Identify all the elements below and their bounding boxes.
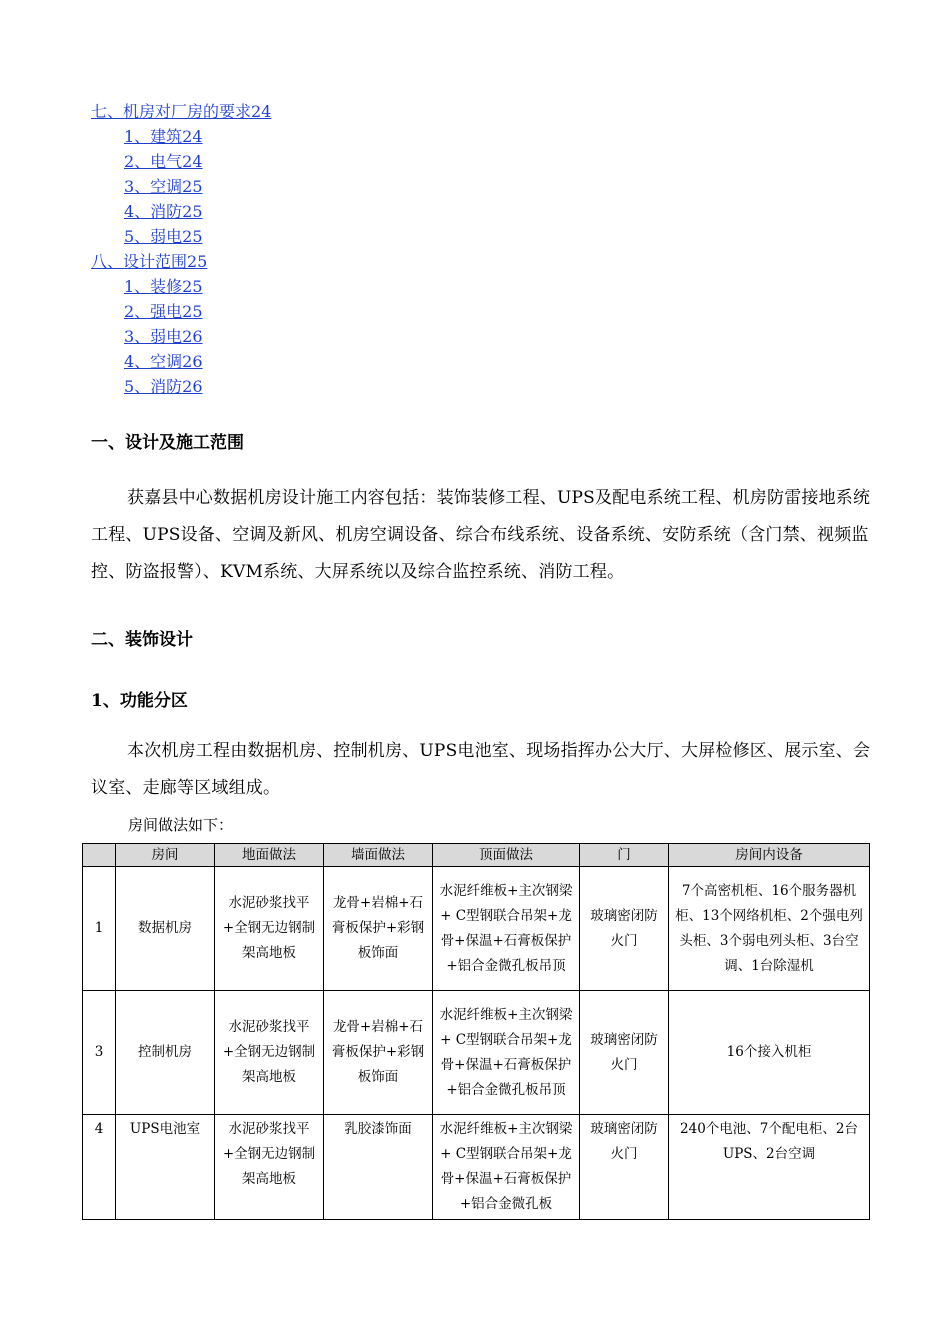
cell-door: 玻璃密闭防火门 [580, 991, 669, 1115]
cell-wall: 乳胶漆饰面 [324, 1115, 433, 1220]
toc-link-8-5[interactable]: 5、消防26 [124, 377, 203, 396]
header-door: 门 [580, 844, 669, 867]
toc-link-8-3[interactable]: 3、弱电26 [124, 327, 203, 346]
cell-floor: 水泥砂浆找平+全钢无边钢制架高地板 [215, 1115, 324, 1220]
cell-floor: 水泥砂浆找平+全钢无边钢制架高地板 [215, 867, 324, 991]
header-floor: 地面做法 [215, 844, 324, 867]
cell-equipment: 16个接入机柜 [669, 991, 870, 1115]
section-2-heading: 二、装饰设计 [91, 630, 193, 650]
table-of-contents [91, 99, 271, 399]
section-2-1-heading: 1、功能分区 [91, 691, 188, 711]
cell-ceiling: 水泥纤维板+主次钢梁+ C型钢联合吊架+龙骨+保温+石膏板保护+铝合金微孔板吊顶 [433, 991, 580, 1115]
toc-link-7[interactable]: 七、机房对厂房的要求24 [91, 102, 272, 121]
toc-link-7-1[interactable]: 1、建筑24 [124, 127, 203, 146]
cell-wall: 龙骨+岩棉+石膏板保护+彩钢板饰面 [324, 867, 433, 991]
section-1-paragraph: 获嘉县中心数据机房设计施工内容包括：装饰装修工程、UPS及配电系统工程、机房防雷接地系统工程、UPS设备、空调及新风、机房空调设备、综合布线系统、设备系统、安防系统（含门禁、视频监控、防盗报警）、KVM系统、大屏系统以及综合监控系统、消防工程。 [91, 488, 871, 582]
toc-link-7-3[interactable]: 3、空调25 [124, 177, 203, 196]
cell-room: 控制机房 [116, 991, 215, 1115]
cell-ceiling: 水泥纤维板+主次钢梁+ C型钢联合吊架+龙骨+保温+石膏板保护+铝合金微孔板吊顶 [433, 867, 580, 991]
header-wall: 墙面做法 [324, 844, 433, 867]
table-header-row [83, 844, 870, 867]
toc-link-8-2[interactable]: 2、强电25 [124, 302, 203, 321]
cell-door: 玻璃密闭防火门 [580, 1115, 669, 1220]
room-methods-table [82, 843, 870, 1220]
toc-link-7-4[interactable]: 4、消防25 [124, 202, 203, 221]
header-no [83, 844, 116, 867]
header-equipment: 房间内设备 [669, 844, 870, 867]
table-caption: 房间做法如下： [128, 816, 234, 834]
cell-no: 4 [83, 1115, 116, 1220]
cell-equipment: 7个高密机柜、16个服务器机柜、13个网络机柜、2个强电列头柜、3个弱电列头柜、3台空调、1台除湿机 [669, 867, 870, 991]
cell-room: UPS电池室 [116, 1115, 215, 1220]
table-row [83, 991, 870, 1115]
toc-link-7-2[interactable]: 2、电气24 [124, 152, 203, 171]
toc-link-7-5[interactable]: 5、弱电25 [124, 227, 203, 246]
cell-ceiling: 水泥纤维板+主次钢梁+ C型钢联合吊架+龙骨+保温+石膏板保护+铝合金微孔板 [433, 1115, 580, 1220]
toc-link-8-1[interactable]: 1、装修25 [124, 277, 203, 296]
cell-room: 数据机房 [116, 867, 215, 991]
cell-equipment: 240个电池、7个配电柜、2台UPS、2台空调 [669, 1115, 870, 1220]
cell-floor: 水泥砂浆找平+全钢无边钢制架高地板 [215, 991, 324, 1115]
toc-link-8[interactable]: 八、设计范围25 [91, 252, 208, 271]
cell-door: 玻璃密闭防火门 [580, 867, 669, 991]
section-1-heading: 一、设计及施工范围 [91, 433, 244, 453]
toc-link-8-4[interactable]: 4、空调26 [124, 352, 203, 371]
cell-no: 1 [83, 867, 116, 991]
table-row [83, 1115, 870, 1220]
table-row [83, 867, 870, 991]
section-2-paragraph: 本次机房工程由数据机房、控制机房、UPS电池室、现场指挥办公大厅、大屏检修区、展示室、会议室、走廊等区域组成。 [91, 741, 871, 798]
cell-wall: 龙骨+岩棉+石膏板保护+彩钢板饰面 [324, 991, 433, 1115]
header-room: 房间 [116, 844, 215, 867]
header-ceiling: 顶面做法 [433, 844, 580, 867]
cell-no: 3 [83, 991, 116, 1115]
